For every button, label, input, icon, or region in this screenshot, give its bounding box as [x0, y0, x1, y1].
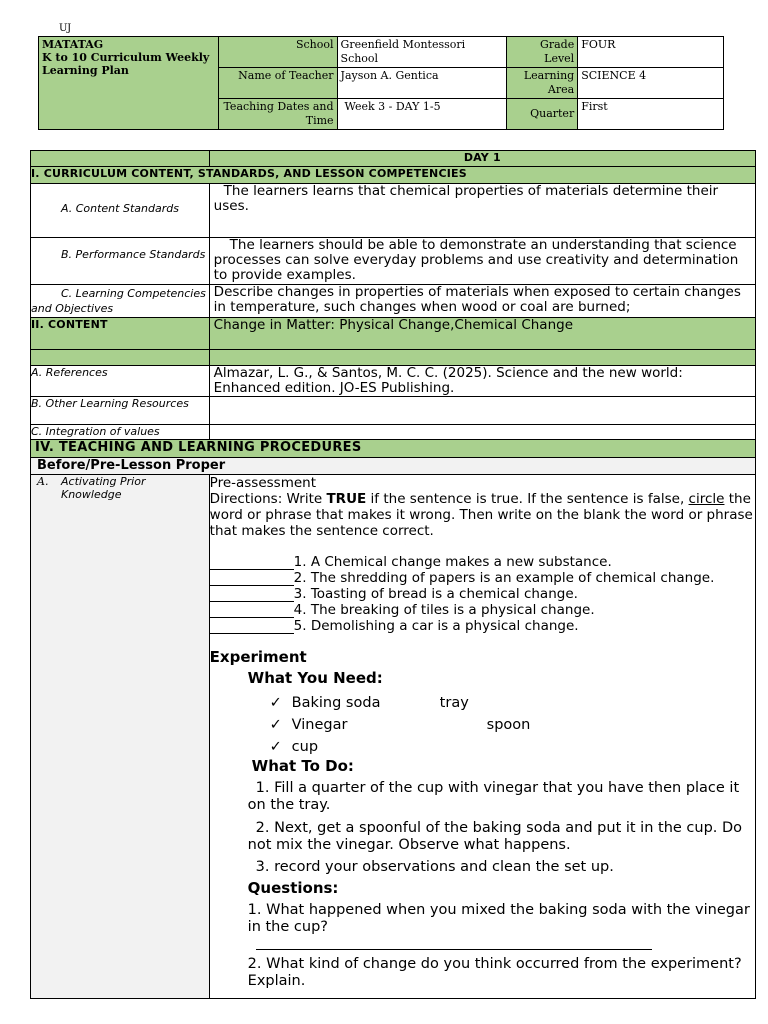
- activating-label-cell: [31, 475, 210, 999]
- list-item: 2. The shredding of papers is an example of chemical change.: [210, 570, 755, 586]
- performance-standards-label: B. Performance Standards: [31, 238, 210, 285]
- list-item: 4. The breaking of tiles is a physical change.: [210, 602, 755, 618]
- questions-title: Questions:: [247, 879, 339, 897]
- school-label: School: [218, 37, 337, 68]
- answer-blank[interactable]: [210, 588, 294, 602]
- activating-content: [209, 475, 755, 999]
- competencies-label: C. Learning Competencies and Objectives: [31, 285, 210, 318]
- references-label: A. References: [31, 366, 210, 397]
- answer-line[interactable]: [256, 949, 652, 950]
- list-item: ✓ Baking soda tray: [270, 692, 755, 714]
- integration-label: C. Integration of values: [31, 425, 210, 440]
- answer-blank[interactable]: [210, 572, 294, 586]
- list-item: 1. A Chemical change makes a new substance.: [210, 554, 755, 570]
- corner-mark: UJ: [59, 23, 72, 34]
- check-icon: ✓: [269, 739, 282, 755]
- grade-label: Grade Level: [507, 37, 578, 68]
- directions: Directions: Write TRUE if the sentence is true. If the sentence is false, circle the word or phrase that makes it wrong. Then write on the blank the word or phrase that makes the sentence correct.: [209, 491, 753, 539]
- pre-assessment-title: Pre-assessment: [209, 475, 317, 491]
- header-table: [38, 36, 724, 130]
- activating-label-num: A.: [37, 475, 49, 488]
- lesson-plan-table: [30, 150, 756, 999]
- performance-standards: The learners should be able to demonstrate an understanding that science processes can solve everyday problems and use creativity and determination to provide examples.: [209, 238, 755, 285]
- quarter-value: First: [578, 99, 724, 130]
- day-label: DAY 1: [209, 151, 755, 167]
- before-lesson-heading: Before/Pre-Lesson Proper: [31, 458, 756, 475]
- materials-list: [270, 692, 755, 758]
- competencies: Describe changes in properties of materials when exposed to certain changes in temperature, such changes when wood or coal are burned;: [209, 285, 755, 318]
- todo-title: What To Do:: [251, 757, 354, 775]
- list-item: ✓ Vinegar spoon: [270, 714, 755, 736]
- answer-blank[interactable]: [210, 620, 294, 634]
- question-1: 1. What happened when you mixed the baking soda with the vinegar in the cup?: [247, 902, 750, 935]
- activating-label: Activating Prior Knowledge: [61, 475, 146, 501]
- list-item: 2. Next, get a spoonful of the baking soda and put it in the cup. Do not mix the vinegar. Observe what happens.: [247, 820, 743, 853]
- plan-title: MATATAG K to 10 Curriculum Weekly Learning Plan: [39, 37, 219, 130]
- question-2: 2. What kind of change do you think occurred from the experiment? Explain.: [247, 956, 742, 989]
- steps-list: [248, 780, 755, 876]
- section-4-heading: IV. TEACHING AND LEARNING PROCEDURES: [31, 440, 756, 458]
- teacher-value: Jayson A. Gentica: [337, 68, 507, 99]
- answer-blank[interactable]: [210, 556, 294, 570]
- list-item: 3. Toasting of bread is a chemical change.: [210, 586, 755, 602]
- grade-value: FOUR: [578, 37, 724, 68]
- list-item: 5. Demolishing a car is a physical change.: [210, 618, 755, 634]
- section-1-heading: I. CURRICULUM CONTENT, STANDARDS, AND LESSON COMPETENCIES: [31, 167, 756, 184]
- check-icon: ✓: [269, 717, 282, 733]
- area-label: Learning Area: [507, 68, 578, 99]
- quarter-label: Quarter: [507, 99, 578, 130]
- list-item: 1. Fill a quarter of the cup with vinegar that you have then place it on the tray.: [247, 780, 740, 813]
- experiment-title: Experiment: [209, 648, 307, 666]
- content-topic: Change in Matter: Physical Change,Chemical Change: [209, 318, 755, 350]
- dates-label: Teaching Dates and Time: [218, 99, 337, 130]
- list-item: ✓ cup: [270, 736, 755, 758]
- need-title: What You Need:: [247, 669, 383, 687]
- content-standards-label: A. Content Standards: [31, 184, 210, 238]
- answer-blank[interactable]: [210, 604, 294, 618]
- content-standards: The learners learns that chemical properties of materials determine their uses.: [209, 184, 755, 238]
- other-resources-label: B. Other Learning Resources: [31, 397, 210, 425]
- references: Almazar, L. G., & Santos, M. C. C. (2025). Science and the new world: Enhanced edition. JO-ES Publishing.: [209, 366, 755, 397]
- dates-value: Week 3 - DAY 1-5: [337, 99, 507, 130]
- section-2-heading: II. CONTENT: [31, 318, 210, 350]
- check-icon: ✓: [269, 695, 282, 711]
- school-value: Greenfield Montessori School: [337, 37, 507, 68]
- area-value: SCIENCE 4: [578, 68, 724, 99]
- list-item: 3. record your observations and clean the set up.: [255, 859, 614, 875]
- teacher-label: Name of Teacher: [218, 68, 337, 99]
